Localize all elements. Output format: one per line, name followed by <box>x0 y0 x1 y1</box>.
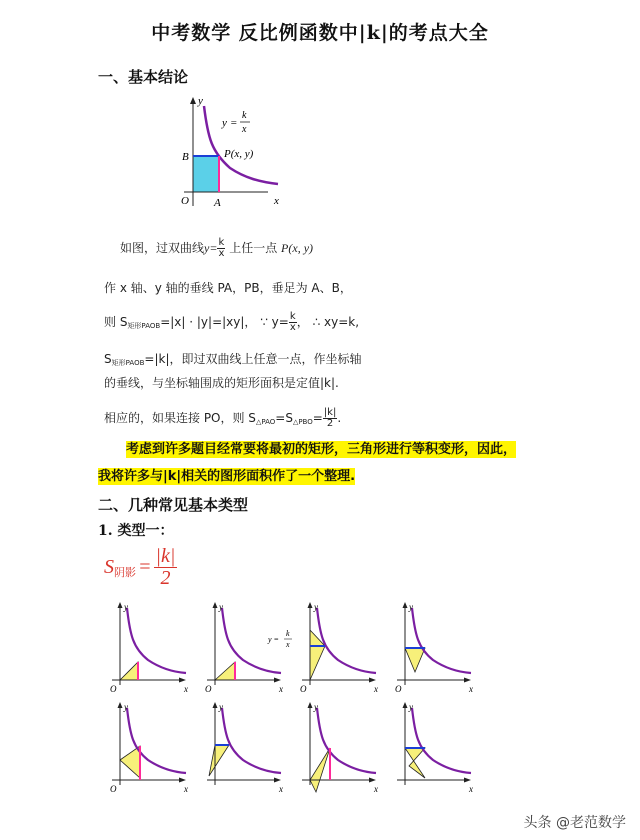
formula-equals: = <box>138 556 152 578</box>
fig2-x-label: x <box>279 684 283 694</box>
small-figure-6 <box>207 702 281 785</box>
fraction-numerator: |k| <box>323 407 337 418</box>
text-line-6-sub2: △PBO <box>292 418 313 426</box>
fig2-formula-x: x <box>286 640 290 649</box>
fig1-x-label: x <box>184 684 188 694</box>
text-line-1b: 上任一点 <box>229 241 278 255</box>
fraction-denominator: 2 <box>326 418 334 429</box>
small-figure-7 <box>302 702 376 792</box>
highlight-text-1: 考虑到许多题目经常要将最初的矩形，三角形进行等积变形，因此， <box>126 442 517 457</box>
text-line-3c: ， ∴ xy=k, <box>296 315 360 329</box>
fig8-x-label: x <box>469 784 473 794</box>
watermark: 头条 @老范数学 <box>523 815 626 831</box>
small-figure-5 <box>112 702 186 785</box>
formula-y: y <box>222 117 227 129</box>
fig7-x-label: x <box>374 784 378 794</box>
fig1-origin-label: O <box>110 684 117 694</box>
highlight-text-2: 我将许多与|k|相关的图形面积作了一个整理. <box>98 469 356 484</box>
fig1-y-label: y <box>124 602 128 612</box>
fraction-k-over-x-2 <box>289 312 297 333</box>
origin-label: O <box>181 195 189 207</box>
small-figure-4 <box>397 602 471 685</box>
fig2-formula-y: y = <box>268 635 279 644</box>
fraction-numerator: k <box>289 311 296 322</box>
fraction-denominator: x <box>218 248 225 259</box>
fig6-y-label: y <box>219 702 223 712</box>
x-axis-label: x <box>274 195 279 207</box>
formula-fraction <box>154 546 178 589</box>
text-line-1-point: P(x, y) <box>281 241 314 255</box>
text-line-6: 相应的，如果连接 PO，则 $S_{\triangle PAO}=S_{\triangle PBO}=$ $\frac{|k|}{2}$ . <box>104 407 342 429</box>
type-1-label: 1. 类型一： <box>98 523 174 539</box>
text-line-5: 的垂线，与坐标轴围成的矩形面积是定值|k|. <box>104 376 339 390</box>
text-line-6-sub1: △PAO <box>255 418 276 426</box>
fraction-k-over-x <box>217 238 225 259</box>
fig7-y-label: y <box>314 702 318 712</box>
highlight-line-2 <box>98 465 355 484</box>
text-line-3b: =|x| · |y|=|xy|， ∵ y= <box>160 315 289 329</box>
fig2-origin-label: O <box>205 684 212 694</box>
fig2-formula-k: k <box>286 629 290 638</box>
text-line-4 <box>104 350 361 368</box>
text-line-6c: = <box>312 411 323 425</box>
shaded-area-formula <box>104 546 177 589</box>
text-line-3 <box>104 312 359 333</box>
fig4-x-label: x <box>469 684 473 694</box>
text-line-6a: 相应的，如果连接 PO，则 S <box>104 411 256 425</box>
fig8-y-label: y <box>409 702 413 712</box>
formula-subscript: 阴影 <box>114 566 136 579</box>
fig3-y-label: y <box>314 602 318 612</box>
section-1-heading: 一、基本结论 <box>98 68 189 86</box>
formula-eq: = <box>230 117 238 129</box>
text-line-4b: =|k|，即过双曲线上任意一点，作坐标轴 <box>144 352 362 366</box>
point-A-label: A <box>214 197 221 209</box>
text-line-1a: 如图，过双曲线 <box>120 241 205 255</box>
fig4-origin-label: O <box>395 684 402 694</box>
point-B-label: B <box>182 151 189 163</box>
formula-numerator: |k| <box>155 545 176 567</box>
small-figure-1 <box>112 602 186 685</box>
formula-S: S <box>104 556 114 578</box>
small-figure-3 <box>302 602 376 685</box>
shaded-rectangle <box>193 156 219 192</box>
fig6-x-label: x <box>279 784 283 794</box>
page-title: 中考数学 反比例函数中|k|的考点大全 <box>151 22 489 44</box>
fraction-absk-over-2 <box>323 408 338 429</box>
fig5-y-label: y <box>124 702 128 712</box>
type-1-figures-grid <box>100 600 500 800</box>
text-line-4-sub: 矩形PAOB <box>111 359 145 367</box>
section-2-heading: 二、几种常见基本类型 <box>98 496 249 514</box>
point-P-label: P(x, y) <box>224 148 254 160</box>
formula-k: k <box>242 110 247 121</box>
fig4-y-label: y <box>409 602 413 612</box>
text-line-4a: S <box>104 352 112 366</box>
y-axis-arrow <box>190 97 196 104</box>
text-line-3a: 则 S <box>104 315 128 329</box>
formula-x: x <box>242 124 247 135</box>
main-hyperbola-figure <box>170 94 370 216</box>
fig2-y-label: y <box>219 602 223 612</box>
fig5-x-label: x <box>184 784 188 794</box>
fig5-origin-label: O <box>110 784 117 794</box>
text-line-6b: =S <box>275 411 293 425</box>
highlight-line-1 <box>126 438 516 457</box>
text-line-1 <box>120 238 313 259</box>
formula-denominator: 2 <box>160 567 171 589</box>
text-line-1-y: y= <box>204 241 218 255</box>
fig3-origin-label: O <box>300 684 307 694</box>
text-line-2: 作 x 轴、y 轴的垂线 PA，PB，垂足为 A、B， <box>104 281 352 295</box>
small-figure-8 <box>397 702 471 785</box>
fraction-numerator: k <box>218 237 225 248</box>
y-axis-label: y <box>198 95 203 107</box>
fig3-x-label: x <box>374 684 378 694</box>
fraction-denominator: x <box>289 322 296 333</box>
text-line-3-sub: 矩形PAOB <box>127 322 161 330</box>
